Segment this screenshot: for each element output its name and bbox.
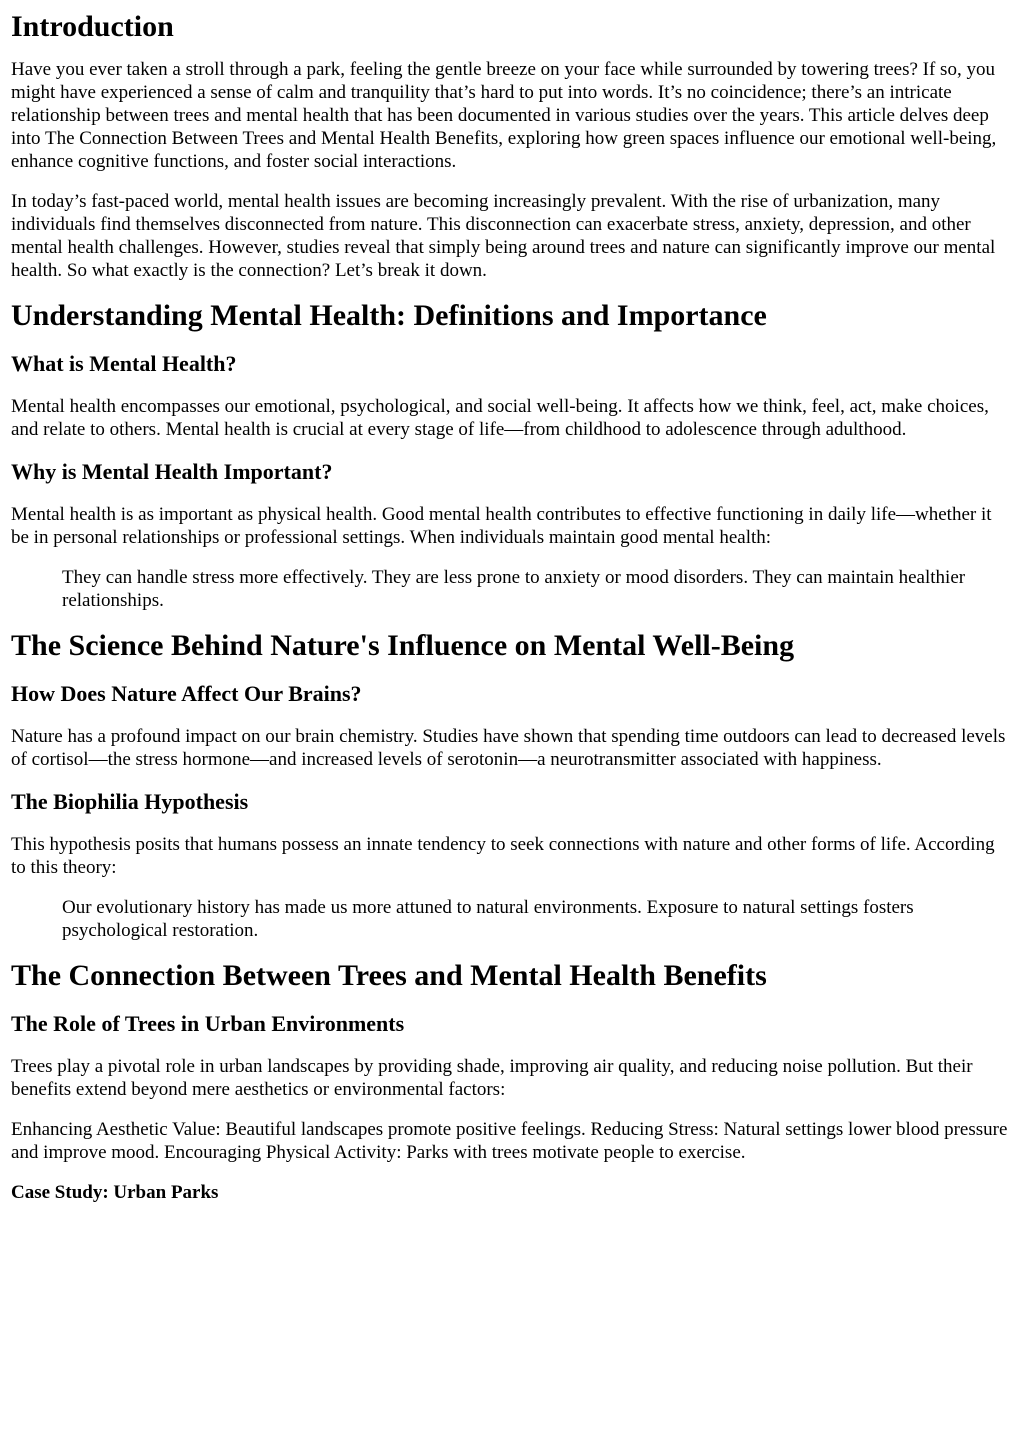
heading-introduction: Introduction (11, 10, 174, 43)
heading-trees-mental-health-connection: The Connection Between Trees and Mental Health Benefits (11, 959, 767, 992)
urban-trees-paragraph-2: Enhancing Aesthetic Value: Beautiful landscapes promote positive feelings. Reducing Stress: Natural settings lower blood pressure and improve mood. Encouraging Physical Activity: Parks with trees motivate people to exercise. (11, 1119, 1008, 1163)
what-is-mental-health-paragraph: Mental health encompasses our emotional, psychological, and social well-being. It affects how we think, feel, act, make choices, and relate to others. Mental health is crucial at every stage of life—from childhood to adolescence through adulthood. (11, 396, 989, 440)
heading-biophilia-hypothesis: The Biophilia Hypothesis (11, 789, 249, 814)
heading-case-study-urban-parks: Case Study: Urban Parks (11, 1182, 219, 1203)
biophilia-quote: Our evolutionary history has made us more attuned to natural environments. Exposure to natural settings fosters psychological restoration. (62, 897, 914, 941)
urban-trees-paragraph-1: Trees play a pivotal role in urban landscapes by providing shade, improving air quality, and reducing noise pollution. But their benefits extend beyond mere aesthetics or environmental factors: (11, 1056, 973, 1100)
heading-why-mental-health-important: Why is Mental Health Important? (11, 459, 333, 484)
heading-understanding-mental-health: Understanding Mental Health: Definitions and Importance (11, 299, 767, 332)
article (0, 10, 1024, 1204)
nature-brain-paragraph: Nature has a profound impact on our brain chemistry. Studies have shown that spending time outdoors can lead to decreased levels of cortisol—the stress hormone—and increased levels of serotonin—a neurotransmitter associated with happiness. (11, 726, 1006, 770)
heading-science-behind-nature: The Science Behind Nature's Influence on Mental Well-Being (11, 629, 795, 662)
intro-paragraph-2: In today’s fast-paced world, mental health issues are becoming increasingly prevalent. With the rise of urbanization, many individuals find themselves disconnected from nature. This disconnection can exacerbate stress, anxiety, depression, and other mental health challenges. However, studies reveal that simply being around trees and nature can significantly improve our mental health. So what exactly is the connection? Let’s break it down. (11, 191, 996, 281)
heading-what-is-mental-health: What is Mental Health? (11, 351, 237, 376)
heading-nature-affect-brains: How Does Nature Affect Our Brains? (11, 681, 362, 706)
biophilia-paragraph: This hypothesis posits that humans possess an innate tendency to seek connections with nature and other forms of life. According to this theory: (11, 834, 995, 878)
heading-trees-urban-environments: The Role of Trees in Urban Environments (11, 1011, 405, 1036)
intro-paragraph-1: Have you ever taken a stroll through a park, feeling the gentle breeze on your face while surrounded by towering trees? If so, you might have experienced a sense of calm and tranquility that’s hard to put into words. It’s no coincidence; there’s an intricate relationship between trees and mental health that has been documented in various studies over the years. This article delves deep into The Connection Between Trees and Mental Health Benefits, exploring how green spaces influence our emotional well-being, enhance cognitive functions, and foster social interactions. (11, 59, 997, 172)
why-important-paragraph: Mental health is as important as physical health. Good mental health contributes to effective functioning in daily life—whether it be in personal relationships or professional settings. When individuals maintain good mental health: (11, 504, 992, 548)
why-important-quote: They can handle stress more effectively. They are less prone to anxiety or mood disorders. They can maintain healthier relationships. (62, 567, 966, 611)
